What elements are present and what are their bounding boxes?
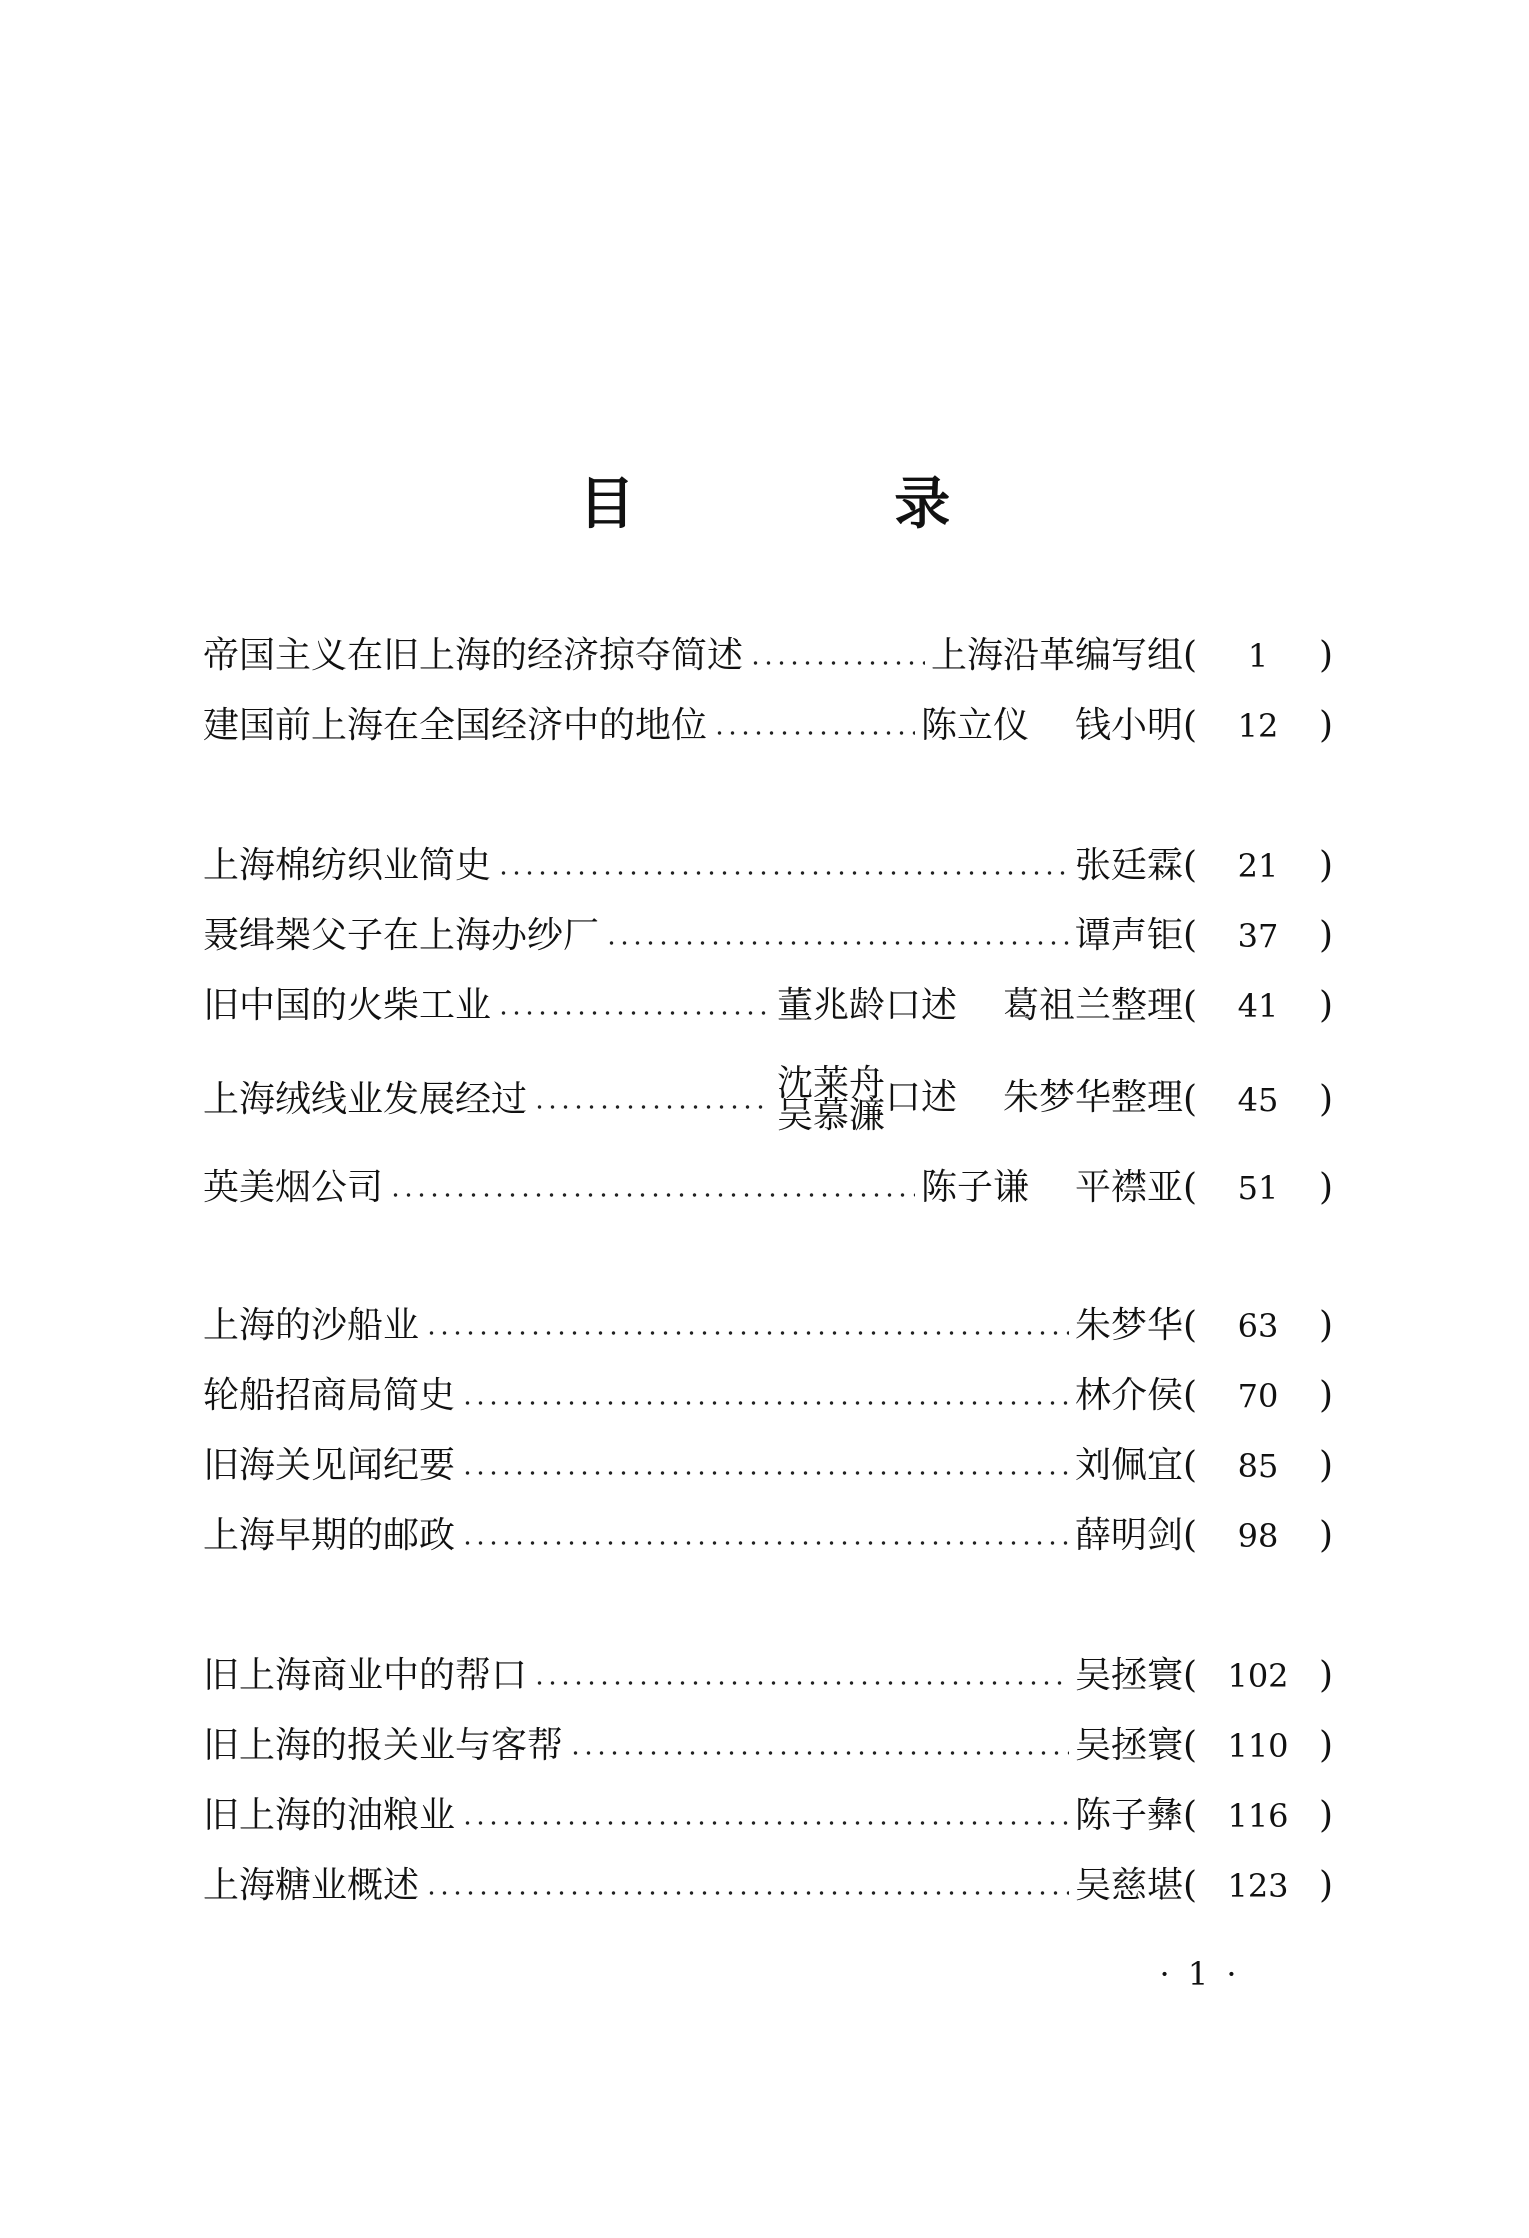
entry-author: 刘佩宜 xyxy=(1074,1445,1183,1486)
dot-leader xyxy=(533,1104,771,1110)
paren-close: ) xyxy=(1318,635,1333,676)
paren-close: ) xyxy=(1318,915,1333,956)
entry-title: 旧海关见闻纪要 xyxy=(203,1445,456,1486)
page-ref xyxy=(1183,844,1333,888)
entry-title: 上海棉纺织业简史 xyxy=(203,845,492,886)
author-name: 朱梦华整理 xyxy=(1002,1077,1183,1118)
paren-open: ( xyxy=(1183,1515,1198,1556)
page-number: 41 xyxy=(1237,987,1279,1025)
page-ref xyxy=(1183,1654,1333,1698)
page-ref xyxy=(1183,1864,1333,1908)
paren-open: ( xyxy=(1183,1445,1198,1486)
paren-close: ) xyxy=(1318,705,1333,746)
narrated-label: 口述 xyxy=(884,1077,957,1118)
dot-leader xyxy=(569,1750,1069,1756)
toc-entry[interactable] xyxy=(203,1788,1333,1844)
toc-entry[interactable] xyxy=(203,1858,1333,1914)
paren-open: ( xyxy=(1183,1375,1198,1416)
toc-entry[interactable] xyxy=(203,1062,1333,1138)
entry-title: 旧上海的油粮业 xyxy=(203,1795,456,1836)
page-number: 1 xyxy=(1247,637,1269,675)
toc-entry[interactable] xyxy=(203,1368,1333,1424)
dot-leader xyxy=(497,1010,771,1016)
entry-title: 轮船招商局简史 xyxy=(203,1375,456,1416)
entry-author: 上海沿革编写组 xyxy=(930,635,1183,676)
entry-title: 旧上海的报关业与客帮 xyxy=(203,1725,564,1766)
entry-title: 上海早期的邮政 xyxy=(203,1515,456,1556)
page-number: 123 xyxy=(1227,1867,1289,1905)
narrator-name: 吴慕濂 xyxy=(776,1095,885,1136)
entry-author: 陈子彝 xyxy=(1074,1795,1183,1836)
paren-close: ) xyxy=(1318,1445,1333,1486)
entry-title: 旧上海商业中的帮口 xyxy=(203,1655,528,1696)
paren-close: ) xyxy=(1318,1167,1333,1208)
entry-author: 薛明剑 xyxy=(1074,1515,1183,1556)
toc-entry[interactable] xyxy=(203,908,1333,964)
paren-open: ( xyxy=(1183,1305,1198,1346)
paren-close: ) xyxy=(1318,1865,1333,1906)
toc-entry[interactable] xyxy=(203,1648,1333,1704)
page-number: 45 xyxy=(1237,1081,1279,1119)
page-number: 116 xyxy=(1227,1797,1289,1835)
page-ref xyxy=(1183,914,1333,958)
dot-leader xyxy=(461,1400,1069,1406)
entry-title: 上海糖业概述 xyxy=(203,1865,420,1906)
entry-title: 建国前上海在全国经济中的地位 xyxy=(203,705,708,746)
page-ref xyxy=(1183,1794,1333,1838)
page-ref xyxy=(1183,1514,1333,1558)
dot-leader xyxy=(425,1890,1069,1896)
author-name: 陈子谦 xyxy=(920,1167,1029,1208)
paren-open: ( xyxy=(1183,1725,1198,1766)
entry-author xyxy=(777,984,1183,1028)
page-number: 85 xyxy=(1237,1447,1279,1485)
paren-close: ) xyxy=(1318,1725,1333,1766)
entry-author: 谭声钜 xyxy=(1074,915,1183,956)
paren-open: ( xyxy=(1183,1655,1198,1696)
page-number: 37 xyxy=(1237,917,1279,955)
paren-open: ( xyxy=(1183,1865,1198,1906)
paren-open: ( xyxy=(1183,915,1198,956)
toc-entry[interactable] xyxy=(203,1298,1333,1354)
entry-author: 吴慈堪 xyxy=(1074,1865,1183,1906)
page-ref xyxy=(1183,704,1333,748)
page-number: 98 xyxy=(1237,1517,1279,1555)
author-name: 陈立仪 xyxy=(920,705,1029,746)
toc-entry[interactable] xyxy=(203,628,1333,684)
dot-leader xyxy=(461,1820,1069,1826)
paren-open: ( xyxy=(1183,1079,1198,1120)
page-title: 目 录 xyxy=(578,472,1071,537)
page-ref xyxy=(1183,1724,1333,1768)
dot-leader xyxy=(605,940,1069,946)
page-number: 70 xyxy=(1237,1377,1279,1415)
paren-open: ( xyxy=(1183,985,1198,1026)
author-name: 平襟亚 xyxy=(1074,1167,1183,1208)
entry-author: 朱梦华 xyxy=(1074,1305,1183,1346)
page-ref xyxy=(1183,1078,1333,1122)
page-number: 51 xyxy=(1237,1169,1279,1207)
page-folio: · 1 · xyxy=(1159,1955,1241,1993)
paren-close: ) xyxy=(1318,1305,1333,1346)
toc-entry[interactable] xyxy=(203,1438,1333,1494)
entry-title: 帝国主义在旧上海的经济掠夺简述 xyxy=(203,635,744,676)
page-number: 102 xyxy=(1227,1657,1289,1695)
dot-leader xyxy=(461,1470,1069,1476)
page-ref xyxy=(1183,1374,1333,1418)
entry-author xyxy=(776,1063,1183,1136)
page-number: 110 xyxy=(1227,1727,1289,1765)
dot-leader xyxy=(533,1680,1069,1686)
paren-open: ( xyxy=(1183,1167,1198,1208)
author-name: 钱小明 xyxy=(1074,705,1183,746)
entry-title: 上海的沙船业 xyxy=(203,1305,420,1346)
paren-close: ) xyxy=(1318,845,1333,886)
entry-title: 上海绒线业发展经过 xyxy=(203,1079,528,1120)
page-ref xyxy=(1183,1444,1333,1488)
paren-open: ( xyxy=(1183,845,1198,886)
paren-open: ( xyxy=(1183,635,1198,676)
narrator-name: 沈莱舟 xyxy=(776,1063,885,1104)
toc-entry[interactable] xyxy=(203,1508,1333,1564)
paren-open: ( xyxy=(1183,705,1198,746)
entry-author: 张廷霖 xyxy=(1074,845,1183,886)
page-number: 21 xyxy=(1237,847,1279,885)
entry-author xyxy=(921,704,1183,748)
paren-close: ) xyxy=(1318,1375,1333,1416)
entry-author: 吴拯寰 xyxy=(1074,1725,1183,1766)
paren-open: ( xyxy=(1183,1795,1198,1836)
page-ref xyxy=(1183,984,1333,1028)
page-ref xyxy=(1183,1166,1333,1210)
dot-leader xyxy=(461,1540,1069,1546)
paren-close: ) xyxy=(1318,1795,1333,1836)
dot-leader xyxy=(749,660,925,666)
entry-author xyxy=(921,1166,1183,1210)
page-ref xyxy=(1183,1304,1333,1348)
paren-close: ) xyxy=(1318,1515,1333,1556)
page-number: 12 xyxy=(1237,707,1279,745)
paren-close: ) xyxy=(1318,1655,1333,1696)
toc-entry[interactable] xyxy=(203,1160,1333,1216)
entry-author: 林介侯 xyxy=(1074,1375,1183,1416)
toc-entry[interactable] xyxy=(203,838,1333,894)
toc-entry[interactable] xyxy=(203,1718,1333,1774)
dot-leader xyxy=(425,1330,1069,1336)
entry-author: 吴拯寰 xyxy=(1074,1655,1183,1696)
paren-close: ) xyxy=(1318,1079,1333,1120)
author-name: 葛祖兰整理 xyxy=(1002,985,1183,1026)
entry-title: 聂缉椝父子在上海办纱厂 xyxy=(203,915,600,956)
author-name: 董兆龄口述 xyxy=(776,985,957,1026)
entry-title: 英美烟公司 xyxy=(203,1167,384,1208)
page-number: 63 xyxy=(1237,1307,1279,1345)
toc-entry[interactable] xyxy=(203,978,1333,1034)
page-ref xyxy=(1183,634,1333,678)
dot-leader xyxy=(713,730,915,736)
dot-leader xyxy=(497,870,1069,876)
paren-close: ) xyxy=(1318,985,1333,1026)
dot-leader xyxy=(389,1192,915,1198)
entry-title: 旧中国的火柴工业 xyxy=(203,985,492,1026)
toc-entry[interactable] xyxy=(203,698,1333,754)
narrator-stack xyxy=(776,1063,885,1136)
